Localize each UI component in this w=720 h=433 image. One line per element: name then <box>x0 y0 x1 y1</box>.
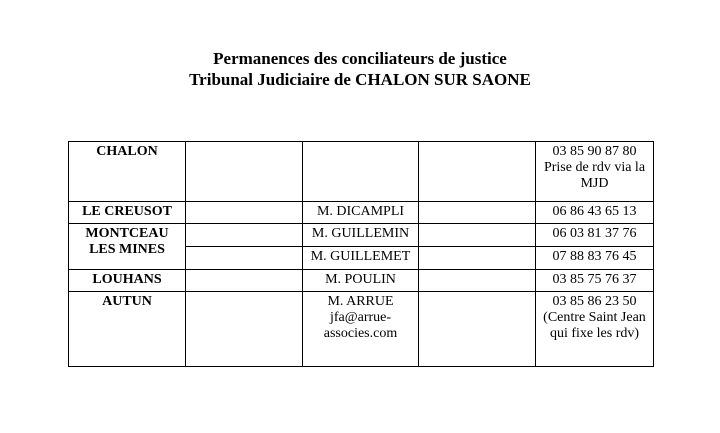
site-cell-autun: AUTUN <box>69 292 186 367</box>
empty-cell <box>419 224 536 247</box>
table-row-louhans <box>69 270 654 292</box>
empty-cell <box>186 224 303 247</box>
empty-cell <box>419 202 536 224</box>
empty-cell <box>186 247 303 270</box>
table-row-montceau-1 <box>69 224 654 247</box>
empty-cell <box>419 142 536 202</box>
table-row-autun <box>69 292 654 367</box>
document-header <box>0 48 720 90</box>
empty-cell <box>186 142 303 202</box>
phone-cell-louhans: 03 85 75 76 37 <box>536 270 654 292</box>
phone-cell-montceau-2: 07 88 83 76 45 <box>536 247 654 270</box>
conciliator-cell-louhans: M. POULIN <box>303 270 419 292</box>
conciliator-cell-autun: M. ARRUE jfa@arrue- associes.com <box>303 292 419 367</box>
conciliator-cell-montceau-1: M. GUILLEMIN <box>303 224 419 247</box>
site-cell-chalon: CHALON <box>69 142 186 202</box>
phone-cell-montceau-1: 06 03 81 37 76 <box>536 224 654 247</box>
site-cell-le-creusot: LE CREUSOT <box>69 202 186 224</box>
empty-cell <box>419 247 536 270</box>
phone-cell-le-creusot: 06 86 43 65 13 <box>536 202 654 224</box>
site-cell-montceau: MONTCEAU LES MINES <box>69 224 186 270</box>
permanences-table <box>68 141 654 367</box>
conciliator-cell-chalon <box>303 142 419 202</box>
empty-cell <box>419 292 536 367</box>
document-subtitle: Tribunal Judiciaire de CHALON SUR SAONE <box>189 70 531 89</box>
conciliator-cell-montceau-2: M. GUILLEMET <box>303 247 419 270</box>
empty-cell <box>186 202 303 224</box>
empty-cell <box>419 270 536 292</box>
document-title: Permanences des conciliateurs de justice <box>213 49 507 68</box>
empty-cell <box>186 270 303 292</box>
site-cell-louhans: LOUHANS <box>69 270 186 292</box>
phone-cell-autun: 03 85 86 23 50 (Centre Saint Jean qui fixe les rdv) <box>536 292 654 367</box>
empty-cell <box>186 292 303 367</box>
conciliator-cell-le-creusot: M. DICAMPLI <box>303 202 419 224</box>
table-row-le-creusot <box>69 202 654 224</box>
table-row-chalon <box>69 142 654 202</box>
phone-cell-chalon: 03 85 90 87 80 Prise de rdv via la MJD <box>536 142 654 202</box>
